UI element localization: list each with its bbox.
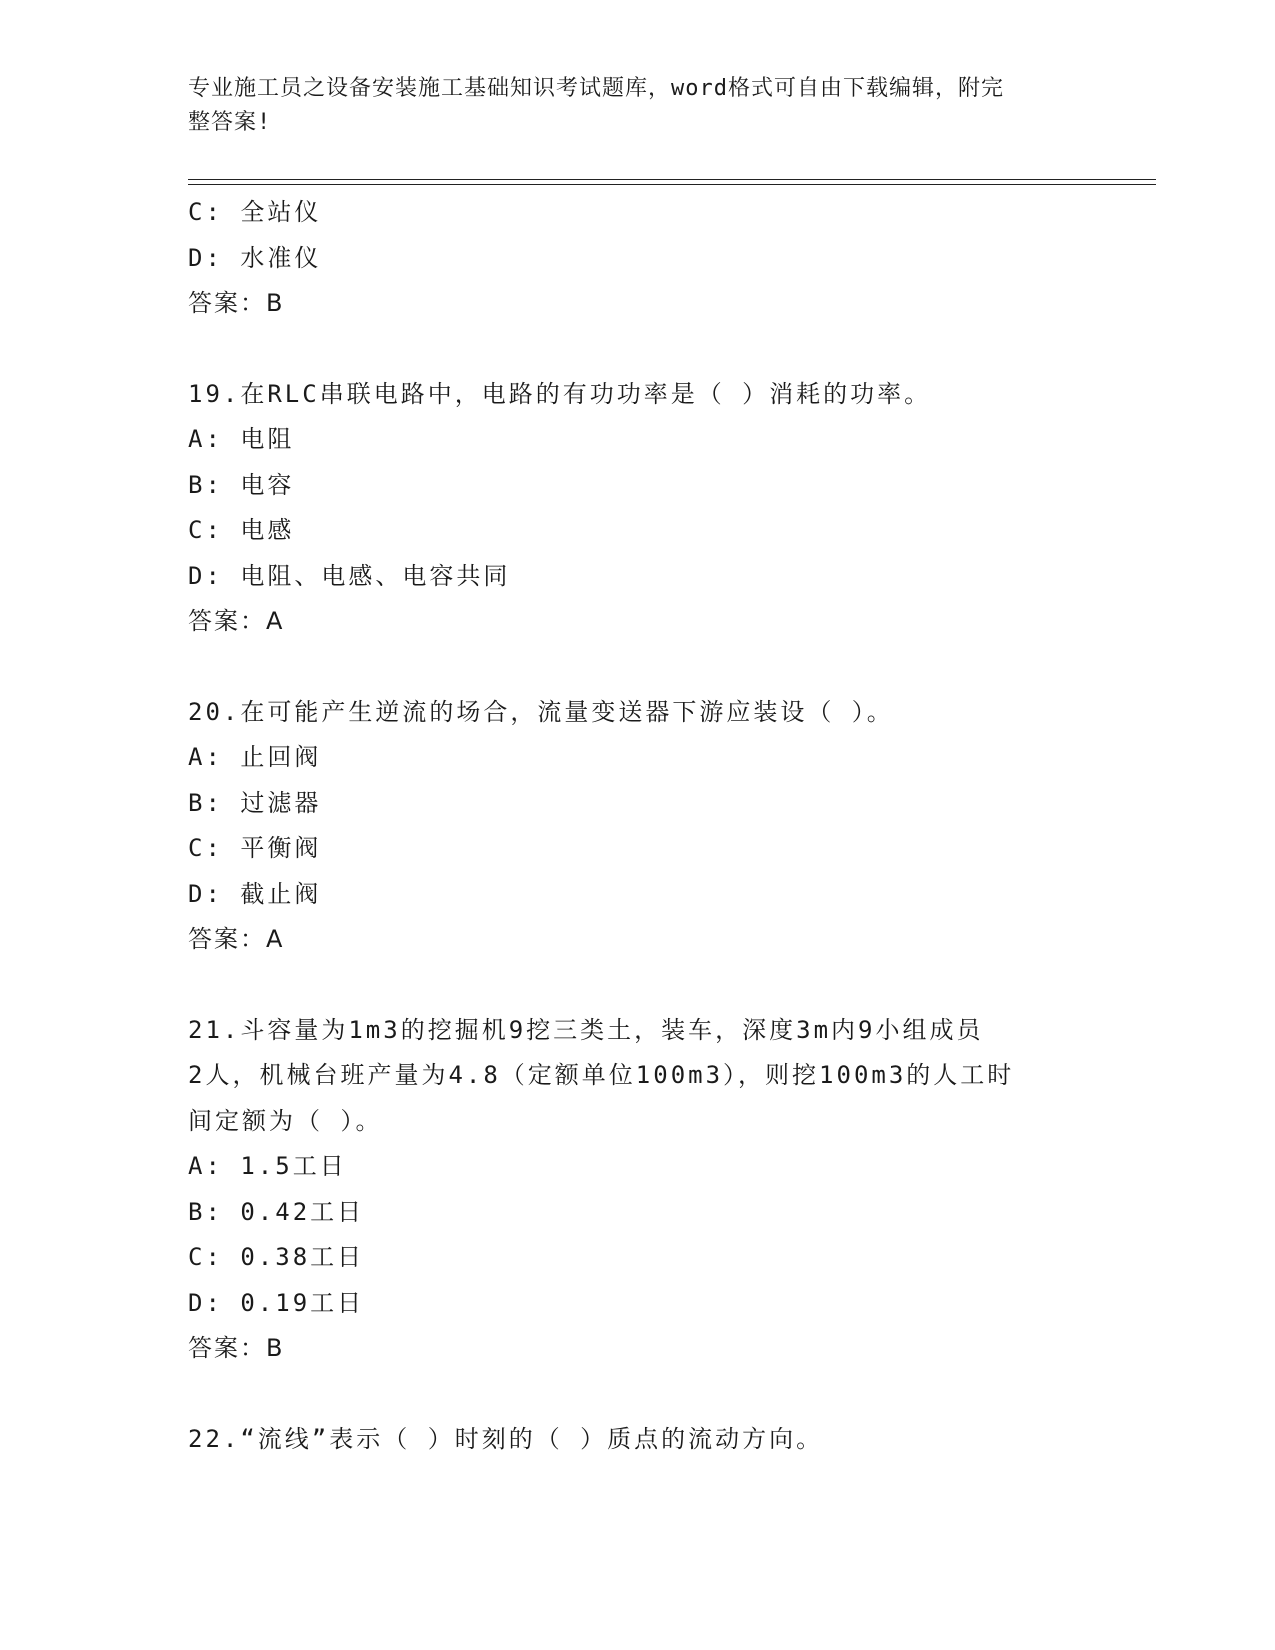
option-b: B: 电容 — [188, 470, 295, 499]
answer-line: 答案：B — [188, 1334, 285, 1362]
question-stem-line-2: 2人，机械台班产量为4.8（定额单位100m3），则挖100m3的人工时 — [188, 1061, 1015, 1089]
question-stem: 20.在可能产生逆流的场合，流量变送器下游应装设（ ）。 — [188, 697, 894, 726]
option-d: D: 水准仪 — [188, 243, 322, 272]
option-b: B: 0.42工日 — [188, 1197, 365, 1226]
spacer — [188, 1372, 1156, 1417]
option-d: D: 截止阀 — [188, 879, 322, 908]
option-c: C: 电感 — [188, 516, 295, 544]
question-stem-line-3: 间定额为（ ）。 — [188, 1106, 383, 1135]
question-stem-line-1: 21.斗容量为1m3的挖掘机9挖三类土，装车，深度3m内9小组成员 — [188, 1015, 984, 1044]
option-d: D: 电阻、电感、电容共同 — [188, 561, 511, 590]
question-list — [188, 190, 1156, 1462]
header-divider-top — [188, 179, 1156, 180]
option-c: C: 0.38工日 — [188, 1243, 365, 1271]
document-header — [188, 72, 1068, 140]
option-a: A: 电阻 — [188, 425, 295, 453]
option-a: A: 1.5工日 — [188, 1152, 347, 1180]
answer-line: 答案：B — [188, 289, 285, 317]
question-stem: 19.在RLC串联电路中，电路的有功功率是（ ）消耗的功率。 — [188, 379, 932, 408]
answer-line: 答案：A — [188, 925, 285, 953]
option-c: C: 全站仪 — [188, 198, 322, 226]
answer-line: 答案：A — [188, 607, 285, 635]
spacer — [188, 963, 1156, 1008]
option-d: D: 0.19工日 — [188, 1288, 365, 1317]
header-line-2: 整答案! — [188, 110, 272, 135]
spacer — [188, 327, 1156, 372]
header-divider-bottom — [188, 184, 1156, 185]
option-a: A: 止回阀 — [188, 743, 322, 771]
option-c: C: 平衡阀 — [188, 834, 322, 862]
question-stem: 22.“流线”表示（ ）时刻的（ ）质点的流动方向。 — [188, 1424, 824, 1453]
spacer — [188, 645, 1156, 690]
option-b: B: 过滤器 — [188, 788, 322, 817]
header-line-1: 专业施工员之设备安装施工基础知识考试题库，word格式可自由下载编辑，附完 — [188, 76, 1004, 101]
